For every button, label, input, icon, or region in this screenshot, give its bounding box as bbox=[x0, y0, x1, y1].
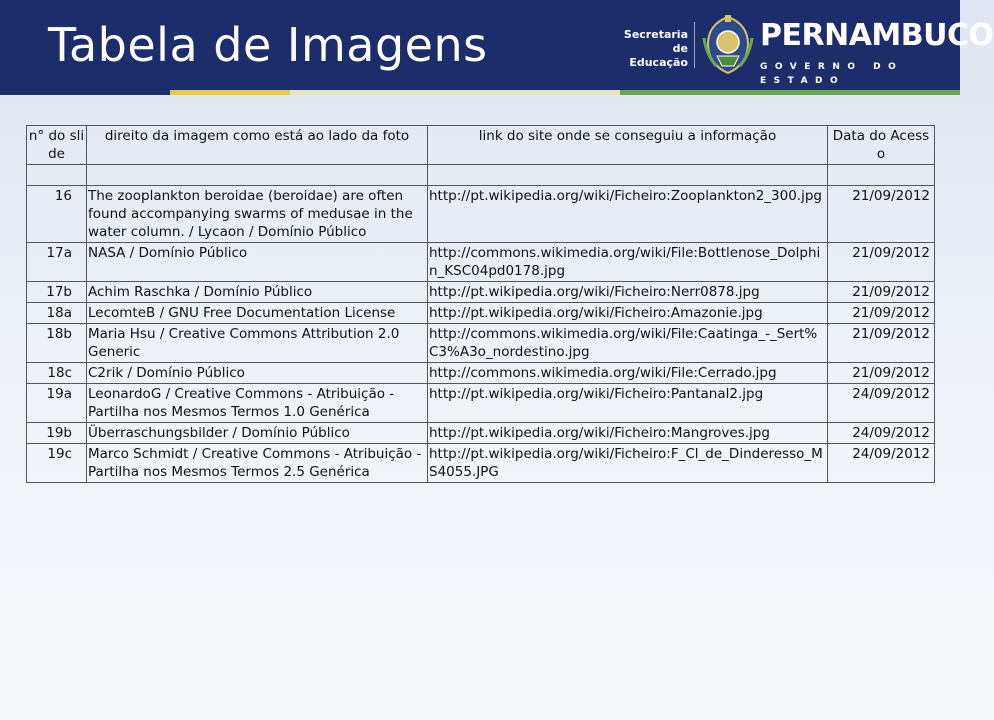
header-divider bbox=[694, 22, 695, 68]
table-cell bbox=[87, 165, 428, 186]
cell-access-date: 24/09/2012 bbox=[828, 423, 935, 444]
cell-access-date: 21/09/2012 bbox=[828, 303, 935, 324]
table-row bbox=[27, 186, 935, 243]
table-row bbox=[27, 324, 935, 363]
cell-image-rights: C2rik / Domínio Público bbox=[87, 363, 428, 384]
header-bar bbox=[0, 0, 994, 90]
cell-slide: 19c bbox=[27, 444, 87, 483]
cell-image-rights: LecomteB / GNU Free Documentation License bbox=[87, 303, 428, 324]
cell-access-date: 21/09/2012 bbox=[828, 363, 935, 384]
table-header-row bbox=[27, 126, 935, 165]
table-row bbox=[27, 243, 935, 282]
table-cell bbox=[828, 165, 935, 186]
cell-source-link[interactable]: http://pt.wikipedia.org/wiki/Ficheiro:Amazonie.jpg bbox=[428, 303, 828, 324]
cell-slide: 17b bbox=[27, 282, 87, 303]
cell-slide: 16 bbox=[27, 186, 87, 243]
cell-source-link[interactable]: http://pt.wikipedia.org/wiki/Ficheiro:F_Cl_de_Dinderesso_MS4055.JPG bbox=[428, 444, 828, 483]
page-title: Tabela de Imagens bbox=[48, 18, 488, 72]
secretaria-line-1: Secretaria de bbox=[623, 28, 688, 55]
cell-source-link[interactable]: http://commons.wikimedia.org/wiki/File:Caatinga_-_Sert%C3%A3o_nordestino.jpg bbox=[428, 324, 828, 363]
cell-source-link[interactable]: http://pt.wikipedia.org/wiki/Ficheiro:Nerr0878.jpg bbox=[428, 282, 828, 303]
cell-access-date: 24/09/2012 bbox=[828, 384, 935, 423]
column-header-access-date: Data do Acesso bbox=[828, 126, 935, 165]
cell-access-date: 21/09/2012 bbox=[828, 186, 935, 243]
state-coat-of-arms-icon bbox=[700, 14, 756, 76]
cell-access-date: 21/09/2012 bbox=[828, 324, 935, 363]
cell-slide: 18a bbox=[27, 303, 87, 324]
cell-image-rights: LeonardoG / Creative Commons - Atribuição - Partilha nos Mesmos Termos 1.0 Genérica bbox=[87, 384, 428, 423]
cell-image-rights: Maria Hsu / Creative Commons Attribution 2.0 Generic bbox=[87, 324, 428, 363]
table-row-empty bbox=[27, 165, 935, 186]
table-row bbox=[27, 423, 935, 444]
cell-access-date: 21/09/2012 bbox=[828, 243, 935, 282]
cell-source-link[interactable]: http://pt.wikipedia.org/wiki/Ficheiro:Zooplankton2_300.jpg bbox=[428, 186, 828, 243]
cell-slide: 17a bbox=[27, 243, 87, 282]
header-stripe-blue bbox=[0, 90, 170, 95]
table-row bbox=[27, 363, 935, 384]
cell-access-date: 21/09/2012 bbox=[828, 282, 935, 303]
table-row bbox=[27, 444, 935, 483]
table-row bbox=[27, 303, 935, 324]
secretaria-line-2: Educação bbox=[629, 56, 688, 69]
column-header-slide: n° do slide bbox=[27, 126, 87, 165]
cell-slide: 19b bbox=[27, 423, 87, 444]
brand-logo bbox=[760, 18, 994, 88]
table-row bbox=[27, 282, 935, 303]
table-cell bbox=[428, 165, 828, 186]
cell-slide: 18c bbox=[27, 363, 87, 384]
cell-source-link[interactable]: http://commons.wikimedia.org/wiki/File:Bottlenose_Dolphin_KSC04pd0178.jpg bbox=[428, 243, 828, 282]
cell-slide: 18b bbox=[27, 324, 87, 363]
cell-image-rights: NASA / Domínio Público bbox=[87, 243, 428, 282]
column-header-source-link: link do site onde se conseguiu a informação bbox=[428, 126, 828, 165]
header-stripe-green bbox=[620, 90, 960, 95]
header-stripe-yellow bbox=[170, 90, 290, 95]
cell-source-link[interactable]: http://pt.wikipedia.org/wiki/Ficheiro:Mangroves.jpg bbox=[428, 423, 828, 444]
cell-image-rights: The zooplankton beroidae (beroidae) are often found accompanying swarms of medusae in the water column. / Lycaon / Domínio Público bbox=[87, 186, 428, 243]
column-header-image-rights: direito da imagem como está ao lado da foto bbox=[87, 126, 428, 165]
secretaria-label bbox=[606, 28, 688, 70]
cell-image-rights: Achim Raschka / Domínio Público bbox=[87, 282, 428, 303]
cell-source-link[interactable]: http://commons.wikimedia.org/wiki/File:Cerrado.jpg bbox=[428, 363, 828, 384]
brand-name: PERNAMBUCO bbox=[760, 18, 994, 53]
cell-access-date: 24/09/2012 bbox=[828, 444, 935, 483]
cell-image-rights: Überraschungsbilder / Domínio Público bbox=[87, 423, 428, 444]
table-cell bbox=[27, 165, 87, 186]
cell-source-link[interactable]: http://pt.wikipedia.org/wiki/Ficheiro:Pantanal2.jpg bbox=[428, 384, 828, 423]
header-stripe-cream bbox=[290, 90, 620, 95]
cell-image-rights: Marco Schmidt / Creative Commons - Atribuição - Partilha nos Mesmos Termos 2.5 Genérica bbox=[87, 444, 428, 483]
table-row bbox=[27, 384, 935, 423]
brand-subtitle: GOVERNO DO ESTADO bbox=[760, 62, 904, 86]
image-credits-table bbox=[26, 125, 935, 483]
cell-slide: 19a bbox=[27, 384, 87, 423]
